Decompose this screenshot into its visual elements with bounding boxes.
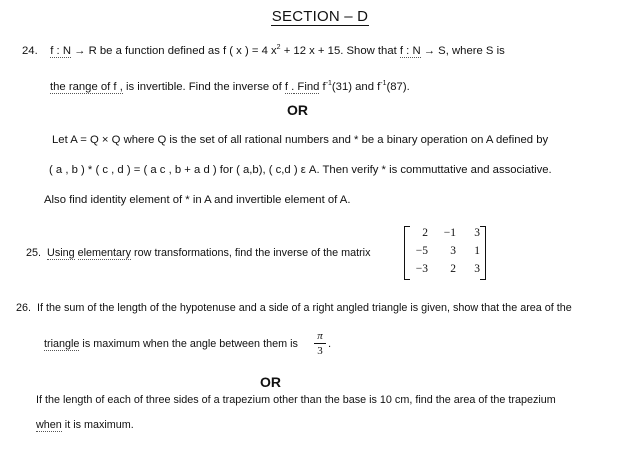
- matrix-cell: −3: [415, 263, 428, 275]
- q26-line2: triangle is maximum when the angle between them is: [44, 338, 298, 350]
- matrix-cell: 1: [474, 245, 480, 257]
- superscript: -1: [325, 80, 332, 87]
- q26-alt-line1: If the length of each of three sides of a trapezium other than the base is 10 cm, find the area of the trapezium: [36, 394, 556, 406]
- arrow-icon: →: [74, 44, 86, 57]
- superscript: -1: [380, 80, 387, 87]
- q25-number: 25.: [26, 247, 42, 259]
- matrix-cell: −5: [415, 245, 428, 257]
- q26-line1: 26. If the sum of the length of the hypotenuse and a side of a right angled triangle is given, show that the area of the: [16, 302, 572, 314]
- matrix-cell: 3: [450, 245, 456, 257]
- pi-over-3-fraction: π 3: [314, 330, 326, 357]
- matrix-cell: −1: [443, 227, 456, 239]
- arrow-icon: →: [423, 44, 436, 57]
- matrix-cell: 3: [474, 263, 480, 275]
- or-heading-2: OR: [260, 374, 281, 390]
- q25-line: 25. Using elementary row transformations, find the inverse of the matrix: [26, 247, 371, 259]
- matrix-cell: 2: [422, 227, 428, 239]
- q24-alt-line3: Also find identity element of * in A and invertible element of A.: [44, 194, 351, 206]
- period: .: [328, 338, 332, 350]
- matrix: [404, 226, 486, 278]
- q24-alt-line1: Let A = Q × Q where Q is the set of all rational numbers and * be a binary operation on A defined by: [52, 134, 549, 146]
- section-title: SECTION – D: [271, 8, 369, 25]
- q24-line1: 24. f : N → R be a function defined as f ( x ) = 4 $x^2 + 12$ x + 15. Show that f : N → S, where S is: [22, 44, 505, 57]
- q26-number: 26.: [16, 302, 32, 314]
- right-bracket: [480, 226, 486, 280]
- matrix-cell: 3: [474, 227, 480, 239]
- q26-alt-line2: when it is maximum.: [36, 419, 134, 431]
- or-heading-1: OR: [287, 102, 308, 118]
- matrix-cell: 2: [450, 263, 456, 275]
- q24-alt-line2: ( a , b ) * ( c , d ) = ( a c , b + a d ) for ( a,b), ( c,d ) ε A. Then verify * is commuttative and associative.: [49, 164, 552, 176]
- q24-number: 24.: [22, 44, 38, 57]
- q24-line2: the range of f , is invertible. Find the inverse of f . Find $f^{-1}(31)$ and $f^{-1}(87)$.: [50, 80, 410, 93]
